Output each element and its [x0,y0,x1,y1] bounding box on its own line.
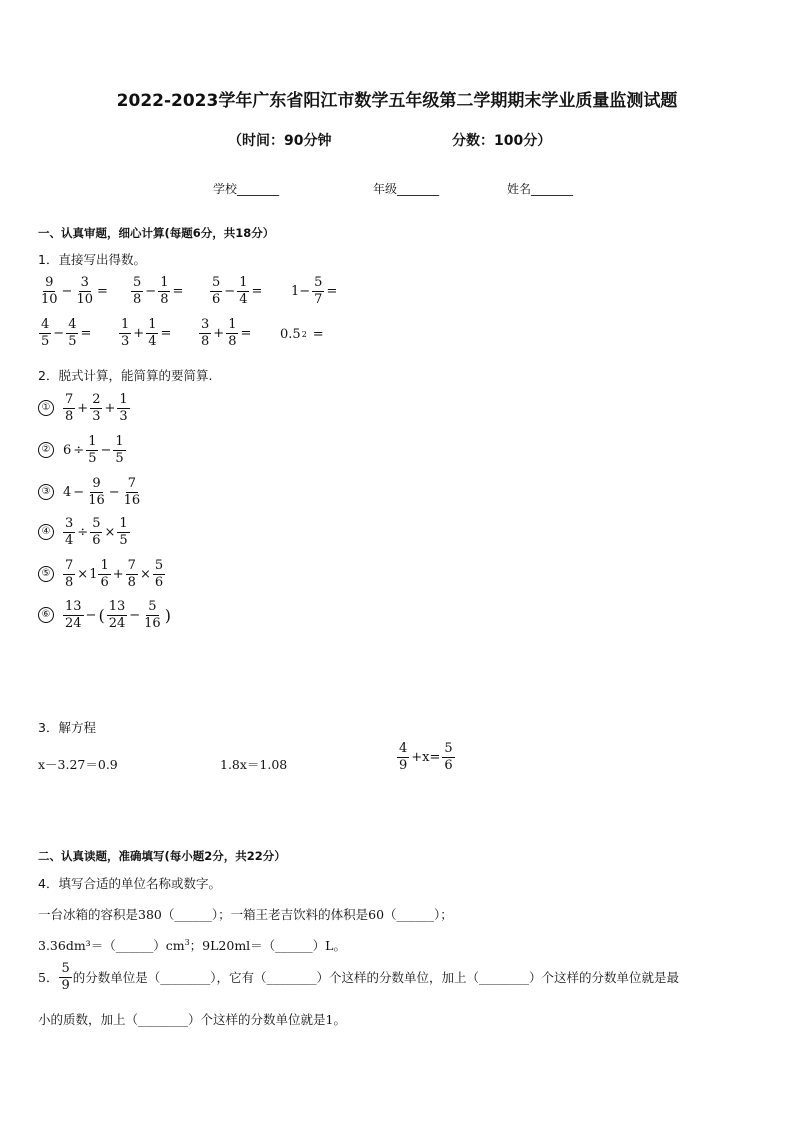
q2-item-4: ④ $\frac{3}{4}$ ÷ $\frac{5}{6}$ × $\frac{1}{5}$ [38,517,131,547]
q2-item-3: ③ 4 − $\frac{9}{16}$ − $\frac{7}{16}$ [38,477,143,507]
time-label: （时间：90分钟 [228,133,332,149]
q1-item-5: $\frac{4}{5}$ − $\frac{4}{5}$ = [41,317,92,349]
section-2-heading: 二、认真读题，准确填写(每小题2分，共22分） [38,849,286,863]
q2-item-2: ② 6 ÷ $\frac{1}{5}$ − $\frac{1}{5}$ [38,435,127,465]
q4-line-2: $3.36dm^3=(\_\_\_\_\_\_)cm^3$；9L20ml＝（______）L。 [38,937,346,953]
name-field[interactable]: 姓名_______ [507,182,574,196]
section-1-heading: 一、认真审题，细心计算(每题6分，共18分） [38,226,275,240]
q1-item-7: $\frac{3}{8}$ + $\frac{1}{8}$ = [201,317,252,349]
q2-item-6: ⑥ $\frac{13}{24}$ − ( $\frac{13}{24}$ − $\frac{5}{16}$ ) [38,600,172,630]
equation-1: x－3.27＝0.9 [38,757,118,772]
question-4: 4．填写合适的单位名称或数字。 [38,876,221,891]
q2-item-1: ① $\frac{7}{8}$ + $\frac{2}{3}$ + $\frac{1}{3}$ [38,393,131,423]
q2-item-5: ⑤ $\frac{7}{8}$ × 1 $\frac{1}{6}$ + $\frac{7}{8}$ × $\frac{5}{6}$ [38,559,166,589]
question-3: 3．解方程 [38,720,96,735]
q1-item-2: $\frac{5}{8}$ − $\frac{1}{8}$ = [133,275,184,307]
q4-line-1: 一台冰箱的容积是380（______）；一箱王老吉饮料的体积是60（______）； [38,907,453,922]
question-1: 1．直接写出得数。 [38,252,146,267]
question-2: 2．脱式计算，能简算的要简算. [38,368,213,383]
page-title: 2022-2023学年广东省阳江市数学五年级第二学期期末学业质量监测试题 [116,91,678,111]
school-field[interactable]: 学校_______ [213,182,280,196]
q5-line-2: 小的质数，加上（________）个这样的分数单位就是1。 [38,1012,346,1027]
grade-field[interactable]: 年级_______ [373,182,440,196]
score-label: 分数：100分） [452,133,552,149]
q1-item-6: $\frac{1}{3}$ + $\frac{1}{4}$ = [121,317,172,349]
q1-item-3: $\frac{5}{6}$ − $\frac{1}{4}$ = [212,275,263,307]
q1-item-1: $\frac{9}{10}$ − $\frac{3}{10}$ = [41,275,108,307]
equation-2: 1.8x＝1.08 [220,757,288,772]
q1-item-4: 1− $\frac{5}{7}$ = [291,275,338,307]
equation-3: $\frac{4}{9}$ +x= $\frac{5}{6}$ [399,741,453,773]
q1-item-8: 0.5 2 = [280,327,324,342]
q5-line-1: 5． $\frac{5}{9}$ 的分数单位是（________），它有（________）个这样的分数单位，加上（________）个这样的分数单位就是最 [38,961,679,993]
